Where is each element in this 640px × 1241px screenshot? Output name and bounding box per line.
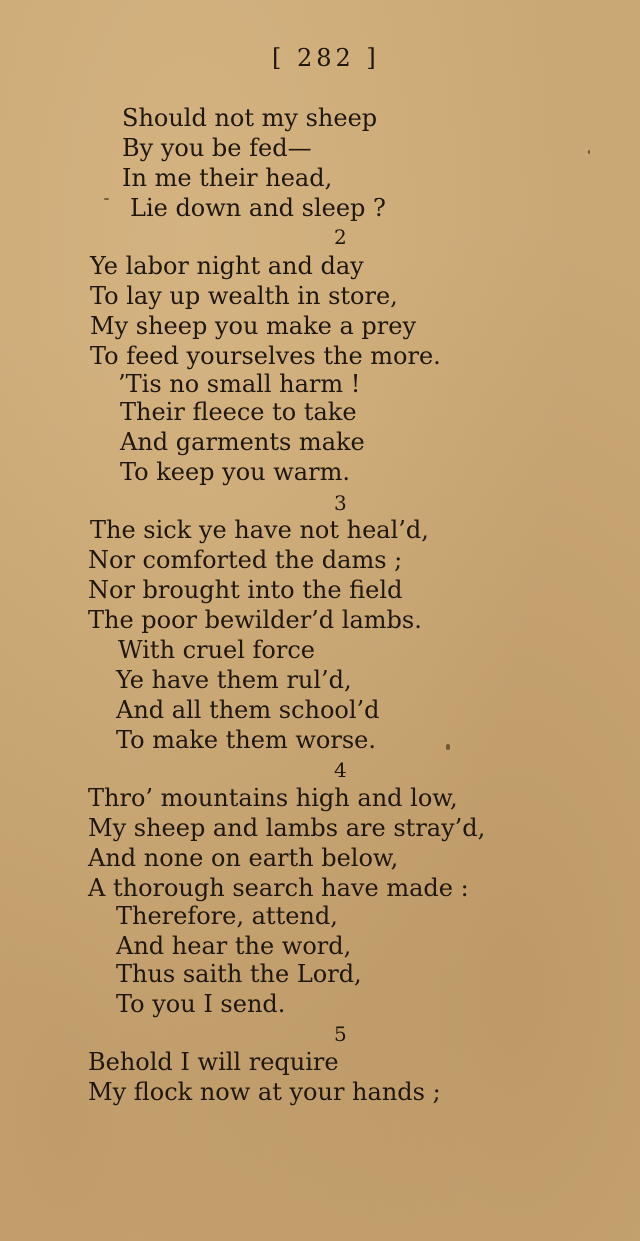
verse-line: To you I send. — [116, 990, 286, 1018]
stanza-number: 4 — [334, 758, 347, 782]
verse-line: Therefore, attend, — [116, 902, 338, 930]
verse-line: Nor brought into the field — [88, 576, 403, 604]
verse-line: And hear the word, — [116, 932, 352, 960]
verse-line: ’Tis no small harm ! — [118, 370, 361, 398]
paper-speck — [588, 150, 590, 154]
verse-line: My sheep and lambs are stray’d, — [88, 814, 486, 842]
verse-line: Ye have them rul’d, — [116, 666, 352, 694]
stanza-number: 2 — [334, 225, 347, 249]
verse-line: And all them school’d — [116, 696, 380, 724]
verse-line: The poor bewilder’d lambs. — [88, 606, 422, 634]
verse-line: The sick ye have not heal’d, — [90, 516, 429, 544]
verse-line: To make them worse. — [116, 726, 376, 754]
page-number-header: [ 282 ] — [272, 44, 380, 72]
verse-line: And none on earth below, — [88, 844, 399, 872]
stanza-number: 3 — [334, 491, 347, 515]
verse-line: To feed yourselves the more. — [90, 342, 441, 370]
paper-speck — [104, 198, 109, 200]
verse-line: Nor comforted the dams ; — [88, 546, 403, 574]
verse-line: My sheep you make a prey — [90, 312, 417, 340]
paper-speck — [446, 744, 450, 750]
verse-line: Ye labor night and day — [90, 252, 364, 280]
verse-line: Lie down and sleep ? — [130, 194, 386, 222]
verse-line: With cruel force — [118, 636, 315, 664]
verse-line: My flock now at your hands ; — [88, 1078, 441, 1106]
verse-line: Behold I will require — [88, 1048, 339, 1076]
verse-line: Should not my sheep — [122, 104, 378, 132]
verse-line: And garments make — [120, 428, 365, 456]
stanza-number: 5 — [334, 1022, 347, 1046]
verse-line: Their fleece to take — [120, 398, 357, 426]
verse-line: To keep you warm. — [120, 458, 350, 486]
verse-line: To lay up wealth in store, — [90, 282, 398, 310]
verse-line: Thus saith the Lord, — [116, 960, 362, 988]
verse-line: In me their head, — [122, 164, 333, 192]
verse-line: Thro’ mountains high and low, — [88, 784, 458, 812]
verse-line: By you be fed— — [122, 134, 312, 162]
verse-line: A thorough search have made : — [88, 874, 469, 902]
